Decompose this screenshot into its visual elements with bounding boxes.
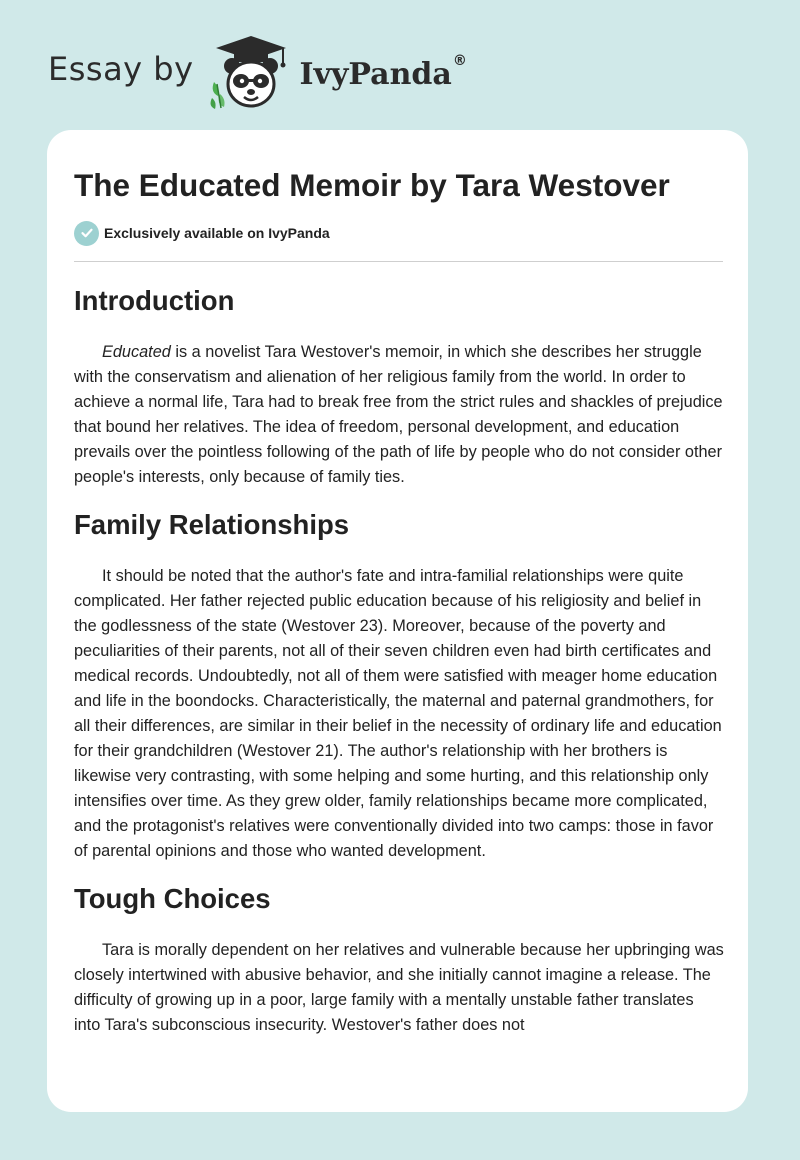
section-heading-family-relationships: Family Relationships bbox=[74, 509, 350, 540]
registered-mark: ® bbox=[452, 52, 467, 69]
brand-name[interactable] bbox=[299, 52, 467, 92]
title-divider bbox=[74, 261, 723, 262]
check-circle-icon bbox=[74, 221, 99, 246]
article-content bbox=[74, 166, 724, 1038]
introduction-text: is a novelist Tara Westover's memoir, in which she describes her struggle with the conservatism and alienation of her religious family from the world. In order to achieve a normal life, Tara had to break free from the strict rules and shackles of prejudice that bound her relatives. The idea of freedom, personal development, and education prevails over the pointless following of the path of life by people who do not consider other people's interests, only because of family ties. bbox=[74, 343, 723, 486]
section-paragraph-tough-choices: Tara is morally dependent on her relatives and vulnerable because her upbringing was closely intertwined with abusive behavior, and she initially cannot imagine a release. The difficulty of growing up in a poor, large family with a mentally unstable father translates into Tara's subconscious insecurity. Westover's father does not bbox=[74, 941, 724, 1034]
brand-name-text: IvyPanda bbox=[299, 56, 452, 92]
exclusive-label: Exclusively available on IvyPanda bbox=[104, 225, 330, 241]
checkmark-icon bbox=[80, 226, 94, 240]
page-title: The Educated Memoir by Tara Westover bbox=[74, 167, 670, 203]
section-heading-introduction: Introduction bbox=[74, 285, 235, 316]
brand-header bbox=[48, 34, 467, 110]
article-card bbox=[47, 130, 748, 1112]
section-heading-tough-choices: Tough Choices bbox=[74, 883, 271, 914]
section-paragraph-family-relationships: It should be noted that the author's fate and intra-familial relationships were quite complicated. Her father rejected public education because of his religiosity and belief in the godlessness of the state (Westover 23). Moreover, because of the poverty and peculiarities of their parents, not all of their seven children even had birth certificates and medical records. Undoubtedly, not all of them were satisfied with meager home education and life in the boondocks. Characteristically, the maternal and paternal grandmothers, for all their differences, are similar in their belief in the necessity of ordinary life and education for their grandchildren (Westover 21). The author's relationship with her brothers is likewise very contrasting, with some helping and some hurting, and this relationship only intensifies over time. As they grew older, family relationships became more complicated, and the protagonist's relatives were conventionally divided into two camps: those in favor of parental opinions and those who wanted development. bbox=[74, 567, 722, 860]
book-title-emphasis: Educated bbox=[102, 343, 171, 361]
exclusive-badge bbox=[74, 220, 724, 246]
panda-graduate-icon[interactable] bbox=[208, 34, 294, 110]
section-paragraph-introduction bbox=[74, 340, 724, 490]
brand-prefix: Essay by bbox=[48, 50, 194, 88]
